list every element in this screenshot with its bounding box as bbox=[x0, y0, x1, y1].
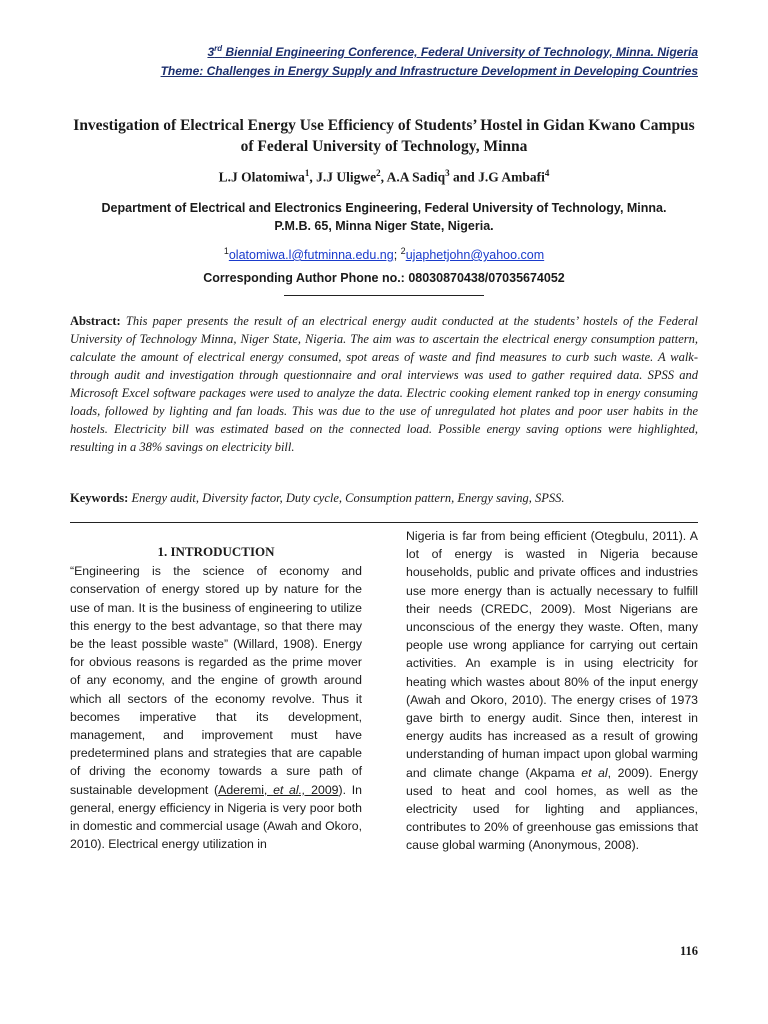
conference-ordinal-suffix: rd bbox=[214, 44, 223, 53]
author-name: J.J Uligwe bbox=[316, 169, 377, 185]
conference-header bbox=[207, 44, 698, 59]
paper-title: Investigation of Electrical Energy Use Efficiency of Students’ Hostel in Gidan Kwano Campus of Federal University of Technology, Minna bbox=[73, 117, 695, 155]
email-link-2[interactable]: ujaphetjohn@yahoo.com bbox=[405, 248, 545, 263]
author-list: L.J Olatomiwa$^1$, J.J Uligwe$^2$, A.A Sadiq$^3$ and J.G Ambafi$^4$ bbox=[218, 168, 550, 185]
author-affiliation: 1 bbox=[304, 168, 310, 178]
section-heading: 1. INTRODUCTION bbox=[157, 544, 275, 559]
left-column bbox=[70, 543, 362, 853]
right-column bbox=[406, 527, 698, 855]
department-line: Department of Electrical and Electronics Engineering, Federal University of Technology, Minna. bbox=[101, 201, 667, 215]
address-line: P.M.B. 65, Minna Niger State, Nigeria. bbox=[274, 219, 494, 233]
citation-etal: et al., bbox=[273, 782, 306, 797]
intro-text-cont: ). In general, energy efficiency in Nigeria is very poor both in domestic and commercial usage (Awah and Okoro, 2010). Electrical energy utilization in bbox=[70, 782, 362, 852]
email-index: 1 bbox=[223, 246, 229, 256]
intro-paragraph-cont bbox=[406, 527, 698, 855]
conference-name: Biennial Engineering Conference, Federal University of Technology, Minna. Nigeria bbox=[222, 45, 698, 59]
abstract bbox=[70, 312, 698, 456]
abstract-text: This paper presents the result of an electrical energy audit conducted at the students’ hostels of the Federal University of Technology Minna, Niger State, Nigeria. The aim was to ascertain the electrical energy consumption pattern, calculate the amount of electrical energy consumed, spot areas of waste and find measures to curb such waste. A walk-through audit and investigation through questionnaire and oral interviews was used to gather required data. SPSS and Microsoft Excel software packages were used to analyze the data. Electric cooking element ranked top in energy consuming loads, followed by lighting and fan loads. This was due to the use of unregulated hot plates and poor user habits in the hostels. Electricity bill was estimated based on the connected load. Possible energy saving options were highlighted, resulting in a 38% savings on electricity bill. bbox=[70, 314, 698, 454]
citation-year: 2009 bbox=[305, 782, 339, 797]
author-emails: $^1$olatomiwa.l@futminna.edu.ng; $^2$ujaphetjohn@yahoo.com bbox=[223, 246, 545, 263]
corresponding-phone: Corresponding Author Phone no.: 08030870438/07035674052 bbox=[203, 271, 565, 285]
conference-ordinal: 3 bbox=[207, 45, 215, 59]
intro-paragraph bbox=[70, 562, 362, 853]
intro-text: “Engineering is the science of economy and conservation of energy stored up by nature for the use of man. It is the business of engineering to utilize this energy to the best advantage, so that there may be the least possible waste” (Willard, 1908). Energy for obvious reasons is regarded as the prime mover of any economy, and the engine of growth around which all sectors of the economy revolve. Thus it becomes imperative that its development, management, and improvement must have predetermined plans and strategies that are capable of driving the economy towards a sure path of sustainable development ( bbox=[70, 564, 362, 797]
affiliation bbox=[70, 199, 698, 235]
author-name: A.A Sadiq bbox=[386, 169, 446, 185]
author-name: L.J Olatomiwa bbox=[218, 169, 305, 185]
page-number: 116 bbox=[679, 944, 698, 958]
intro-text-cont: , 2009). Energy used to heat and cool homes, as well as the electricity used for lighting and appliances, contributes to 20% of greenhouse gas emissions that cause global warming (Anonymous, 2008). bbox=[406, 765, 698, 853]
citation-author: Aderemi, bbox=[218, 782, 274, 797]
divider bbox=[284, 295, 484, 296]
section-divider bbox=[70, 522, 698, 523]
author-name: J.G Ambafi bbox=[478, 169, 545, 185]
author-affiliation: 3 bbox=[445, 168, 450, 178]
keywords-label: Keywords: bbox=[70, 491, 129, 505]
keywords bbox=[70, 491, 698, 506]
email-index: 2 bbox=[400, 246, 406, 256]
keywords-text: Energy audit, Diversity factor, Duty cycle, Consumption pattern, Energy saving, SPSS. bbox=[131, 491, 565, 505]
citation-etal: et al bbox=[581, 765, 608, 780]
author-affiliation: 4 bbox=[544, 168, 550, 178]
author-affiliation: 2 bbox=[376, 168, 381, 178]
intro-text: Nigeria is far from being efficient (Otegbulu, 2011). A lot of energy is wasted in Nigeria because households, public and private offices and industries use more energy than is actually necessary to fulfill their needs (CREDC, 2009). Most Nigerians are unconscious of the energy they waste. Often, many people use wrong appliance for carrying out certain activities. An example is in using electricity for heating which wastes about 80% of the input energy (Awah and Okoro, 2010). The energy crises of 1973 gave birth to energy audit. Since then, interest in energy audits has increased as a result of growing understanding of human impact upon global warming and climate change (Akpama bbox=[406, 529, 698, 780]
email-link-1[interactable]: olatomiwa.l@futminna.edu.ng bbox=[228, 248, 394, 263]
abstract-label: Abstract: bbox=[70, 314, 121, 328]
citation-link[interactable] bbox=[218, 783, 338, 797]
theme-header: Theme: Challenges in Energy Supply and Infrastructure Development in Developing Countries bbox=[160, 64, 698, 78]
